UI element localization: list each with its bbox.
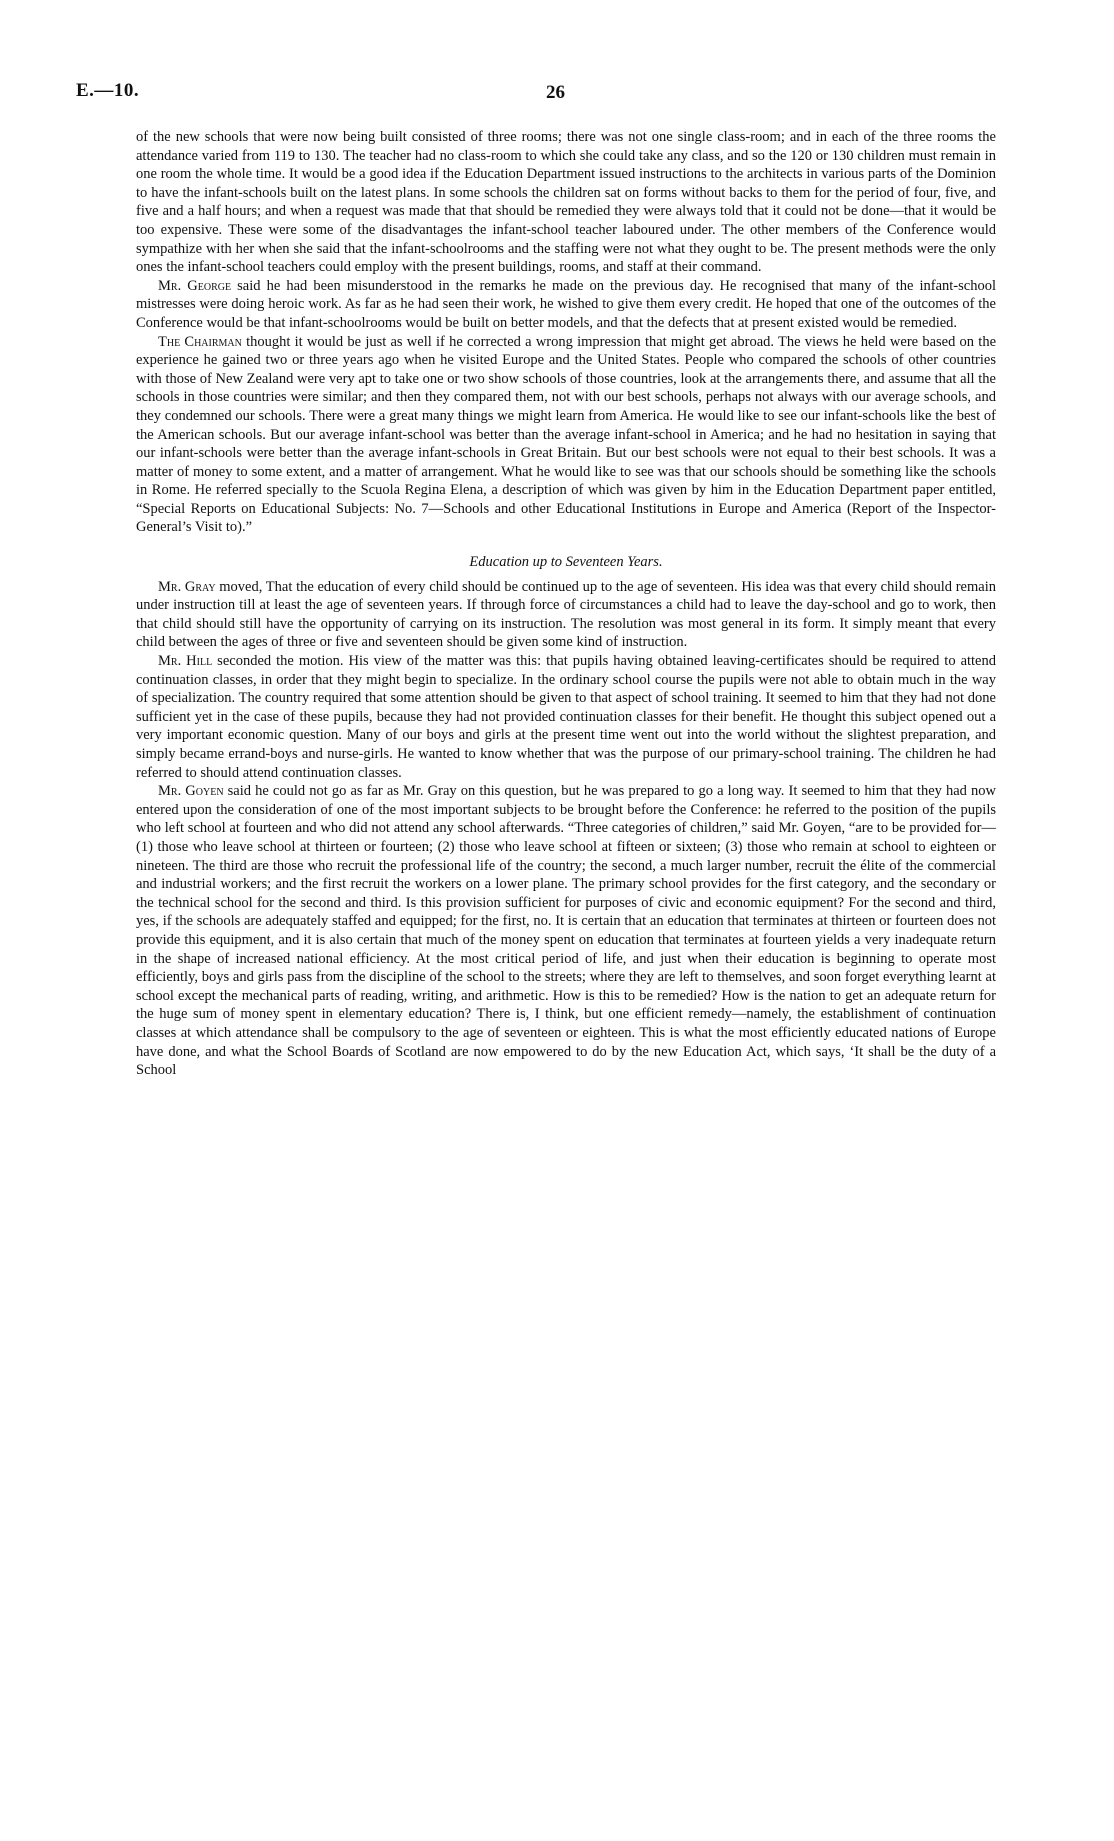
page-number: 26: [546, 82, 565, 103]
speaker-name: Mr. Goyen: [158, 783, 224, 800]
paragraph-text: seconded the motion. His view of the matter was this: that pupils having obtained leaving-certificates should be required to attend continuation classes, in order that they might begin to specialize. In the ordinary school course the pupils were not able to obtain much in the way of specialization. The country required that some attention should be given to that aspect of school training. It seemed to him that they had not done sufficient yet in the case of these pupils, because they had not provided continuation classes for their benefit. He thought this subject opened out a very important economic question. Many of our boys and girls at the present time went out into the world without the slightest preparation, and simply became errand-boys and nurse-girls. He wanted to know whether that was the purpose of our primary-school training. The children he had referred to should attend continuation classes.: [136, 653, 996, 781]
speaker-name: Mr. George: [158, 277, 232, 294]
paragraph: [136, 578, 996, 652]
paragraph: [136, 277, 996, 333]
paragraph: [136, 782, 996, 1080]
paragraph-text: said he could not go as far as Mr. Gray on this question, but he was prepared to go a long way. It seemed to him that they had now entered upon the consideration of one of the most important subjects to be brought before the Conference: he referred to the position of the pupils who left school at fourteen and who did not attend any school afterwards. “Three categories of children,” said Mr. Goyen, “are to be provided for—(1) those who leave school at thirteen or fourteen; (2) those who leave school at fifteen or sixteen; (3) those who remain at school to eighteen or nineteen. The third are those who recruit the professional life of the country; the second, a much larger number, recruit the élite of the commercial and industrial workers; and the first recruit the workers on a lower plane. The primary school provides for the first category, and the secondary or the technical school for the second and third. Is this provision sufficient for purposes of civic and economic equipment? For the second and third, yes, if the schools are adequately staffed and equipped; for the first, no. It is certain that an education that terminates at thirteen or fourteen does not provide this equipment, and it is also certain that much of the money spent on education that terminates at fourteen yields a very inadequate return in the shape of increased national efficiency. At the most critical period of life, and just when their education is beginning to operate most efficiently, boys and girls pass from the discipline of the school to the streets; where they are left to themselves, and soon forget everything learnt at school except the mechanical parts of reading, writing, and arithmetic. How is this to be remedied? How is the nation to get an adequate return for the huge sum of money spent in elementary education? There is, I think, but one efficient remedy—namely, the establishment of continuation classes at which attendance shall be compulsory to the age of seventeen or eighteen. This is what the most efficiently educated nations of Europe have done, and what the School Boards of Scotland are now empowered to do by the new Education Act, which says, ‘It shall be the duty of a School: [136, 783, 996, 1079]
document-reference: E.—10.: [76, 80, 140, 101]
speaker-name: Mr. Hill: [158, 653, 213, 670]
paragraph-text: thought it would be just as well if he corrected a wrong impression that might get abroad. The views he held were based on the experience he gained two or three years ago when he visited Europe and the United States. People who compared the schools of other countries with those of New Zealand were very apt to take one or two show schools of those countries, look at the arrangements there, and assume that all the schools in those countries were similar; and then they compared them, not with our best schools, perhaps not always with our average schools, and they condemned our schools. There were a great many things we might learn from America. He would like to see our infant-schools like the best of the American schools. But our average infant-school was better than the average infant-school in America; and he had no hesitation in saying that our infant-schools were better than the average infant-schools in Great Britain. But our best schools were not equal to their best schools. It was a matter of money to some extent, and a matter of arrangement. What he would like to see was that our schools should be something like the schools in Rome. He referred specially to the Scuola Regina Elena, a description of which was given by him in the Education Department paper entitled, “Special Reports on Educational Subjects: No. 7—Schools and other Educational Institutions in Europe and America (Report of the Inspector-General’s Visit to).”: [136, 333, 996, 536]
body-text: [136, 128, 996, 1080]
speaker-name: Mr. Gray: [158, 578, 216, 595]
speaker-name: The Chairman: [158, 333, 242, 350]
page-header: [76, 70, 996, 110]
paragraph: [136, 652, 996, 782]
paragraph-text: of the new schools that were now being built consisted of three rooms; there was not one single class-room; and in each of the three rooms the attendance varied from 119 to 130. The teacher had no class-room to which she could take any class, and so the 120 or 130 children must remain in one room the whole time. It would be a good idea if the Education Department issued instructions to the architects in various parts of the Dominion to have the infant-schools built on the latest plans. In some schools the children sat on forms without backs to them for the period of four, five, and five and a half hours; and when a request was made that that should be remedied they were always told that it could not be done—that it would be too expensive. These were some of the disadvantages the infant-school teacher laboured under. The other members of the Conference would sympathize with her when she said that the infant-schoolrooms and the staffing were not what they ought to be. The present methods were the only ones the infant-school teachers could employ with the present buildings, rooms, and staff at their command.: [136, 129, 996, 276]
paragraph-text: said he had been misunderstood in the remarks he made on the previous day. He recognised that many of the infant-school mistresses were doing heroic work. As far as he had seen their work, he wished to give them every credit. He hoped that one of the outcomes of the Conference would be that infant-schoolrooms would be built on better models, and that the defects that at present existed would be remedied.: [136, 277, 996, 331]
paragraph: [136, 333, 996, 538]
section-heading: Education up to Seventeen Years.: [469, 554, 663, 571]
paragraph-text: moved, That the education of every child should be continued up to the age of seventeen. His idea was that every child should remain under instruction till at least the age of seventeen years. If through force of circumstances a child had to leave the day-school and go to work, then that child should still have the opportunity of carrying on its instruction. The resolution was most general in its form. It simply meant that every child between the ages of three or five and seventeen should be given some kind of instruction.: [136, 578, 996, 651]
document-page: [76, 70, 996, 1080]
paragraph: [136, 128, 996, 277]
